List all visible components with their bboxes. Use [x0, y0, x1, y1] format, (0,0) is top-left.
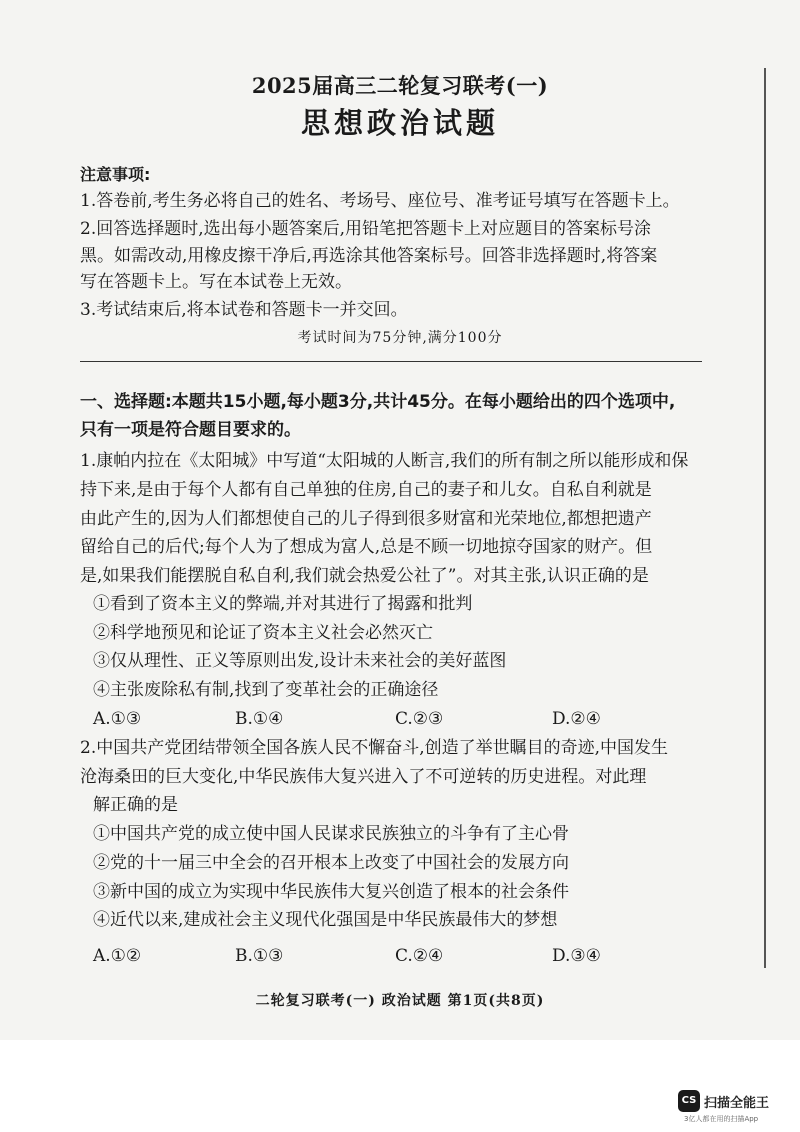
choice-b: B.①④: [235, 709, 284, 729]
section-divider: [80, 361, 702, 362]
question-stem-line: 解正确的是: [93, 795, 178, 815]
choice-c: C.②③: [395, 709, 444, 729]
camscanner-logo-icon: CS: [678, 1090, 700, 1112]
exam-subject-title: 思想政治试题: [300, 106, 499, 140]
statement-item: ①中国共产党的成立使中国人民谋求民族独立的斗争有了主心骨: [93, 824, 569, 844]
binding-rule: [764, 68, 766, 968]
exam-series-title: 2025届高三二轮复习联考(一): [251, 73, 549, 98]
statement-item: ②科学地预见和论证了资本主义社会必然灭亡: [93, 623, 433, 643]
note-line: 1.答卷前,考生务必将自己的姓名、考场号、座位号、准考证号填写在答题卡上。: [80, 191, 680, 211]
choice-d: D.③④: [552, 946, 601, 966]
statement-item: ④主张废除私有制,找到了变革社会的正确途径: [93, 680, 439, 700]
choice-a: A.①②: [93, 946, 142, 966]
choice-d: D.②④: [552, 709, 601, 729]
question-stem-line: 持下来,是由于每个人都有自己单独的住房,自己的妻子和儿女。自私自利就是: [80, 480, 652, 500]
section-header: 只有一项是符合题目要求的。: [80, 420, 301, 440]
question-stem-line: 留给自己的后代;每个人为了想成为富人,总是不顾一切地掠夺国家的财产。但: [80, 537, 653, 557]
question-stem-line: 2.中国共产党团结带领全国各族人民不懈奋斗,创造了举世瞩目的奇迹,中国发生: [80, 738, 669, 758]
scanner-tagline: 3亿人都在用的扫描App: [684, 1115, 759, 1123]
scanner-app-name: 扫描全能王: [704, 1096, 770, 1111]
notes-title: 注意事项:: [80, 165, 151, 184]
statement-item: ②党的十一届三中全会的召开根本上改变了中国社会的发展方向: [93, 853, 569, 873]
statement-item: ③仅从理性、正义等原则出发,设计未来社会的美好蓝图: [93, 651, 507, 671]
statement-item: ①看到了资本主义的弊端,并对其进行了揭露和批判: [93, 594, 473, 614]
statement-item: ③新中国的成立为实现中华民族伟大复兴创造了根本的社会条件: [93, 882, 569, 902]
statement-item: ④近代以来,建成社会主义现代化强国是中华民族最伟大的梦想: [93, 910, 558, 930]
question-stem-line: 是,如果我们能摆脱自私自利,我们就会热爱公社了”。对其主张,认识正确的是: [80, 566, 649, 586]
note-line: 3.考试结束后,将本试卷和答题卡一并交回。: [80, 300, 408, 320]
scanner-watermark: [678, 1090, 793, 1126]
note-line: 黑。如需改动,用橡皮擦干净后,再选涂其他答案标号。回答非选择题时,将答案: [80, 246, 658, 266]
choice-b: B.①③: [235, 946, 284, 966]
question-stem-line: 1.康帕内拉在《太阳城》中写道“太阳城的人断言,我们的所有制之所以能形成和保: [80, 451, 689, 471]
page-footer: 二轮复习联考(一) 政治试题 第1页(共8页): [255, 993, 545, 1009]
note-line: 2.回答选择题时,选出每小题答案后,用铅笔把答题卡上对应题目的答案标号涂: [80, 219, 652, 239]
question-stem-line: 沧海桑田的巨大变化,中华民族伟大复兴进入了不可逆转的历史进程。对此理: [80, 767, 647, 787]
choice-a: A.①③: [93, 709, 142, 729]
choice-c: C.②④: [395, 946, 444, 966]
section-header: 一、选择题:本题共15小题,每小题3分,共计45分。在每小题给出的四个选项中,: [80, 392, 676, 412]
question-stem-line: 由此产生的,因为人们都想使自己的儿子得到很多财富和光荣地位,都想把遗产: [80, 509, 652, 529]
note-line: 写在答题卡上。写在本试卷上无效。: [80, 272, 352, 292]
exam-time-info: 考试时间为75分钟,满分100分: [297, 330, 503, 346]
